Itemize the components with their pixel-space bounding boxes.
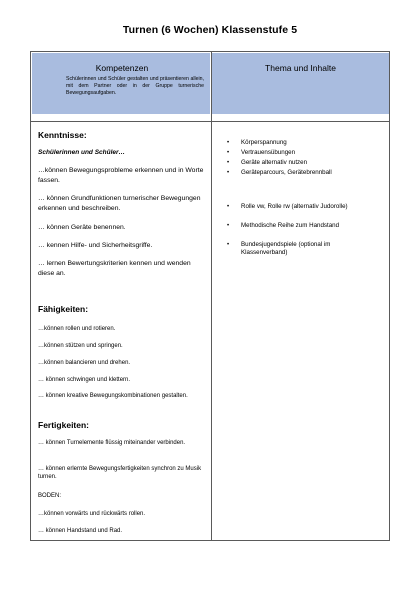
bullet-icon: • — [227, 170, 230, 176]
fertigkeiten-item: BODEN: — [38, 493, 62, 499]
topics-header — [212, 53, 389, 114]
topic-item: • Bundesjugendspiele (optional im Klassenverband) — [227, 241, 331, 257]
topic-item: • Rolle vw, Rolle rw (alternativ Judorolle) — [227, 203, 348, 210]
bullet-icon: • — [227, 150, 230, 156]
faehigkeiten-item: … können kreative Bewegungskombinationen gestalten. — [38, 393, 188, 399]
header-divider — [31, 121, 389, 122]
kenntnisse-subheading: Schülerinnen und Schüler… — [38, 149, 126, 156]
bullet-icon: • — [227, 160, 230, 166]
topic-item: • Methodische Reihe zum Handstand — [227, 222, 340, 229]
competencies-header — [32, 53, 210, 114]
page-title: Turnen (6 Wochen) Klassenstufe 5 — [122, 24, 298, 36]
faehigkeiten-item: …können stützen und springen. — [38, 343, 123, 349]
kenntnisse-item: … lernen Bewertungskriterien kennen und wenden diese an. — [38, 260, 191, 277]
topic-item: • Geräteparcours, Gerätebrennball — [227, 169, 332, 176]
curriculum-table — [30, 51, 390, 541]
bullet-icon: • — [227, 140, 230, 146]
bullet-icon: • — [227, 223, 230, 229]
fertigkeiten-item: … können Handstand und Rad. — [38, 528, 123, 534]
kenntnisse-item: … können Geräte benennen. — [38, 224, 126, 231]
faehigkeiten-item: …können balancieren und drehen. — [38, 360, 131, 366]
fertigkeiten-item: … können Turnelemente flüssig miteinander verbinden. — [38, 440, 186, 446]
faehigkeiten-item: … können schwingen und klettern. — [38, 377, 131, 383]
bullet-icon: • — [227, 242, 230, 248]
fertigkeiten-heading: Fertigkeiten: — [38, 420, 90, 430]
topic-item: • Vertrauensübungen — [227, 149, 296, 156]
fertigkeiten-item: …können vorwärts und rückwärts rollen. — [38, 511, 146, 517]
competencies-description: Schülerinnen und Schüler gestalten und präsentieren allein, mit dem Partner oder in der Gruppe turnerische Bewegungsaufgaben. — [66, 76, 204, 96]
competencies-title: Kompetenzen — [95, 63, 149, 73]
fertigkeiten-item: … können erlernte Bewegungsfertigkeiten synchron zu Musik turnen. — [38, 466, 202, 481]
kenntnisse-heading: Kenntnisse: — [38, 130, 87, 140]
bullet-icon: • — [227, 204, 230, 210]
column-divider — [211, 52, 212, 540]
faehigkeiten-heading: Fähigkeiten: — [38, 304, 89, 314]
topic-item: • Geräte alternativ nutzen — [227, 159, 308, 166]
kenntnisse-item: … können Grundfunktionen turnerischer Bewegungen erkennen und beschreiben. — [38, 195, 201, 212]
faehigkeiten-item: …können rollen und rotieren. — [38, 326, 116, 332]
topics-title: Thema und Inhalte — [265, 63, 336, 73]
kenntnisse-item: … kennen Hilfe- und Sicherheitsgriffe. — [38, 242, 153, 249]
topic-item: • Körperspannung — [227, 139, 287, 146]
kenntnisse-item: …können Bewegungsprobleme erkennen und in Worte fassen. — [38, 167, 204, 184]
